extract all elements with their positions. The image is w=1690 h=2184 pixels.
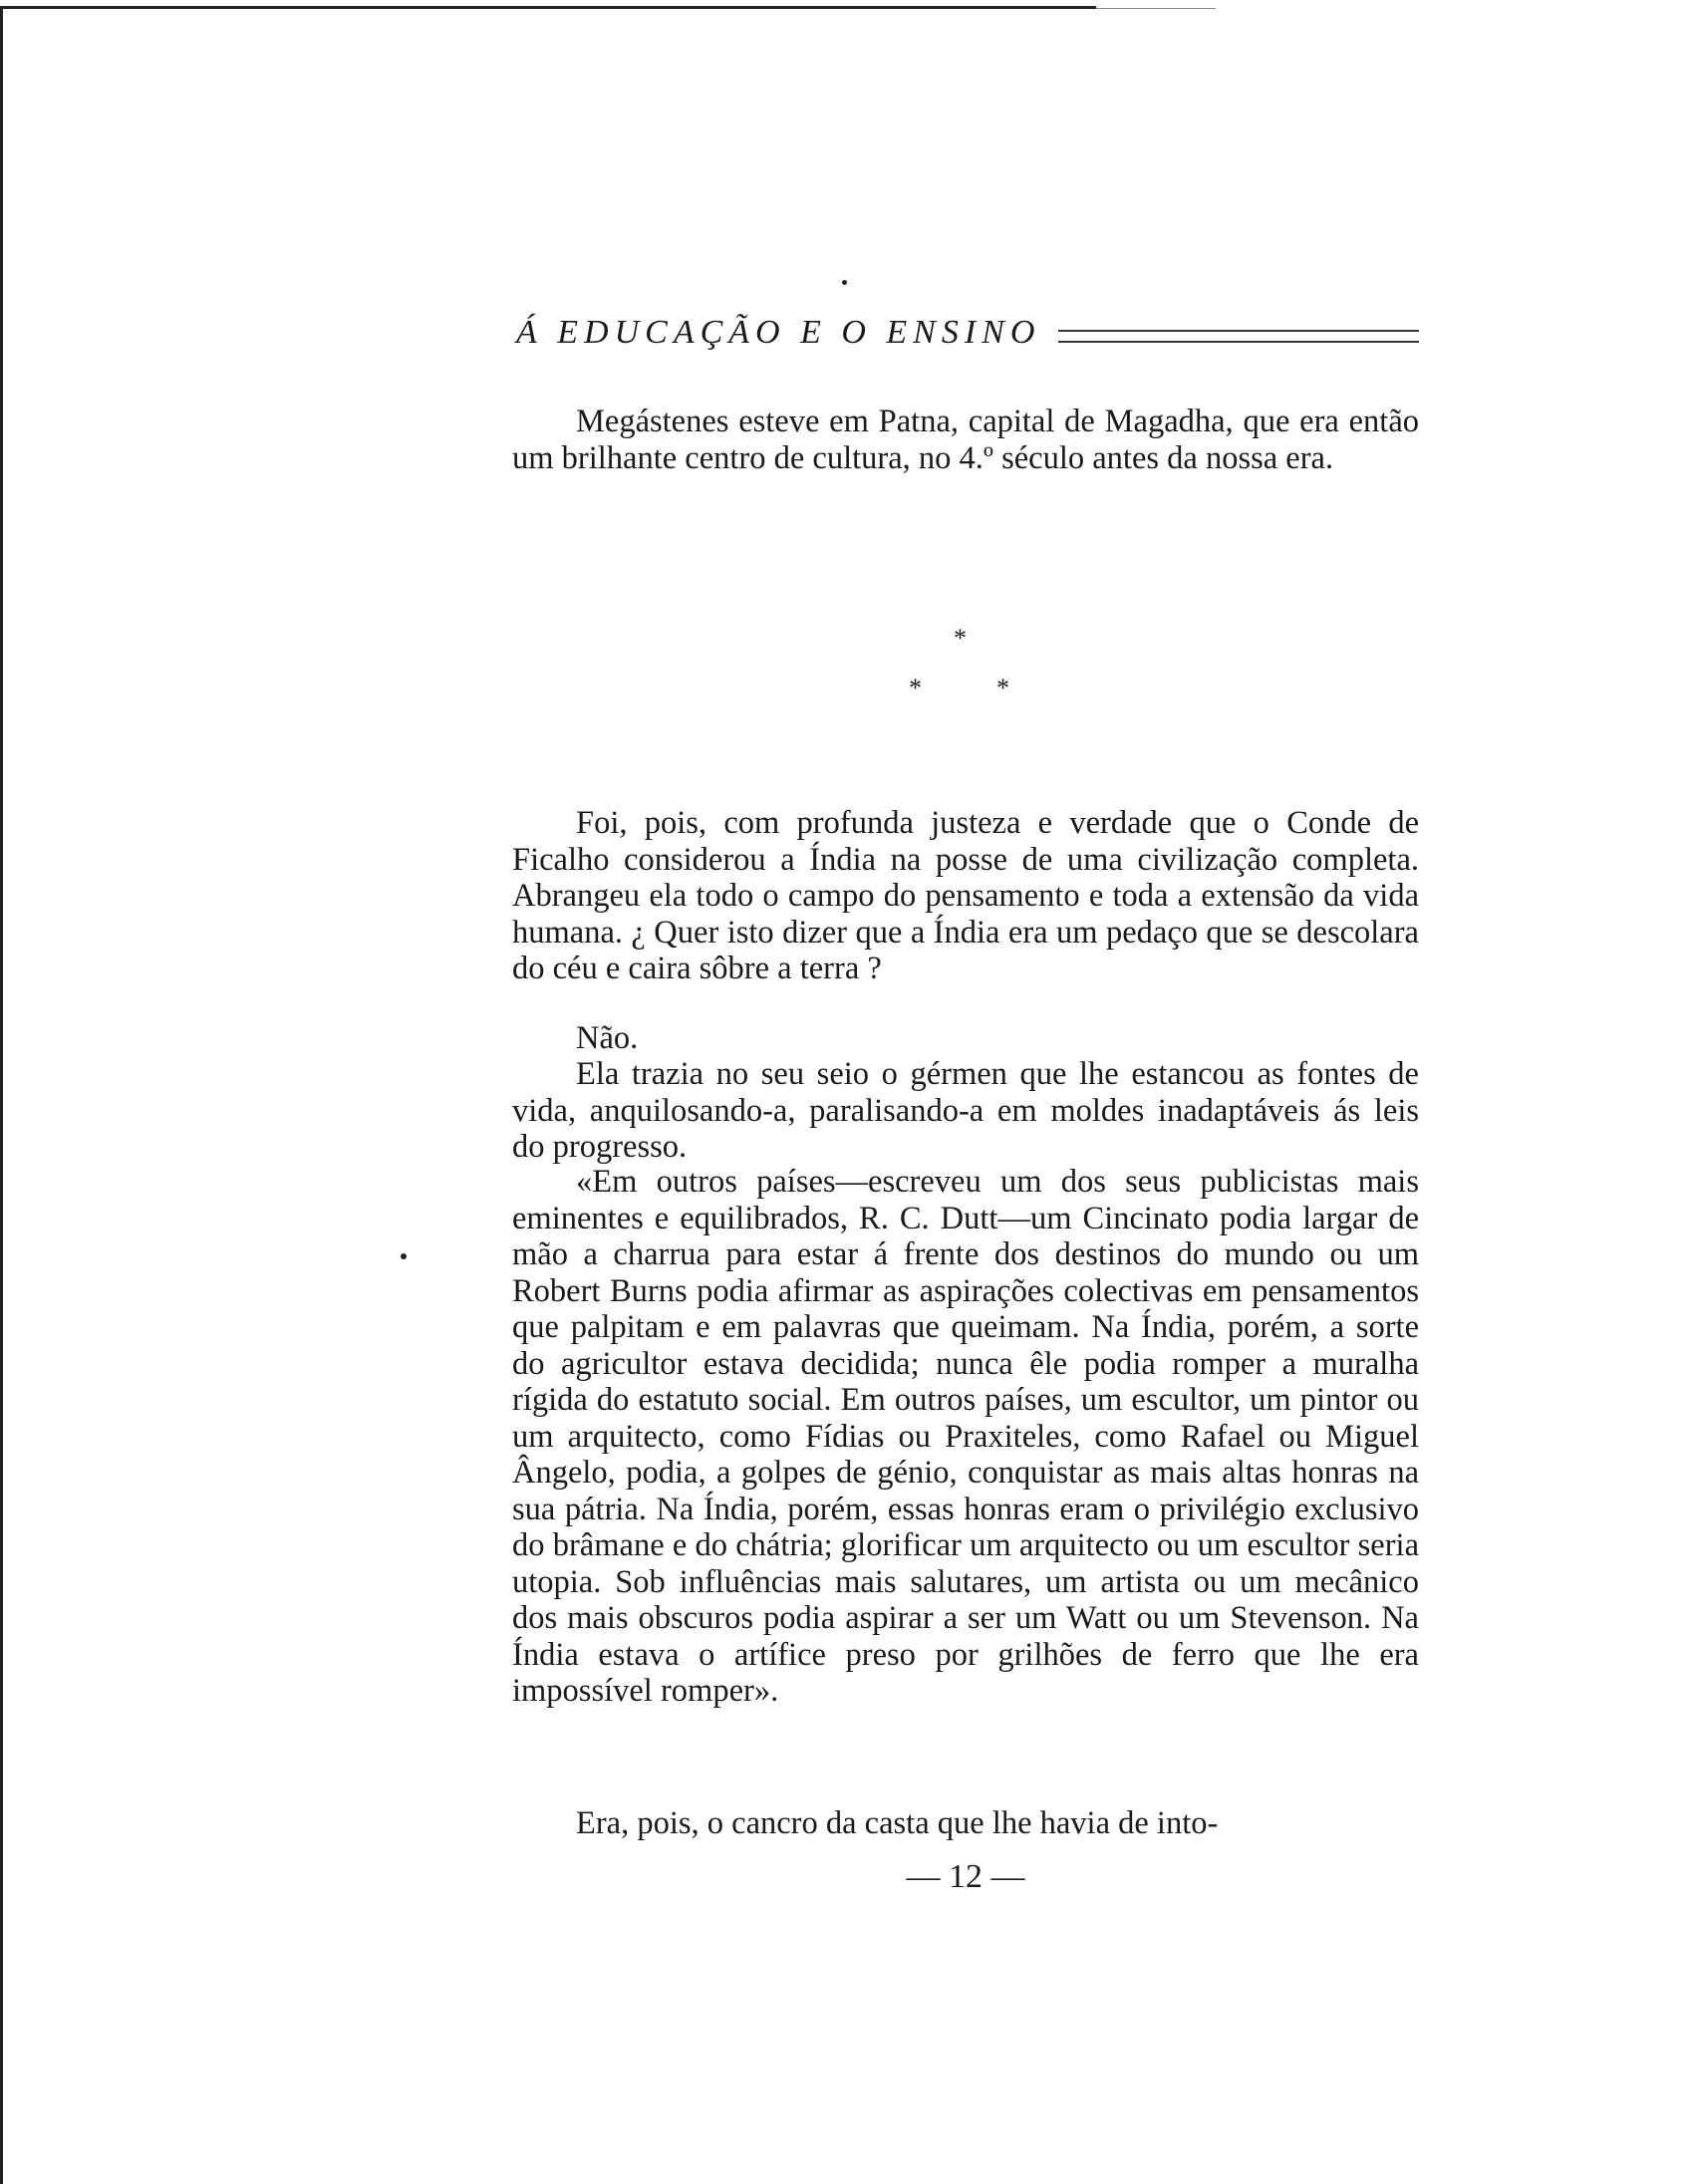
running-title: Á EDUCAÇÃO E O ENSINO (516, 314, 1041, 351)
paragraph: «Em outros países—escreveu um dos seus publicistas mais eminentes e equilibrados, R. C. Dutt—um Cincinato podia largar de mão a charrua para estar á frente dos destinos do mundo ou um Robert Burns podia afirmar as aspirações colectivas em pensamentos que palpitam e em palavras que queimam. Na Índia, porém, a sorte do agricultor estava decidida; nunca êle podia romper a muralha rígida do estatuto social. Em outros países, um escultor, um pintor ou um arquitecto, como Fídias ou Praxiteles, como Rafael ou Miguel Ângelo, podia, a golpes de génio, conquistar as mais altas honras na sua pátria. Na Índia, porém, essas honras eram o privilégio exclusivo do brâmane e do chátria; glorificar um arquitecto ou um escultor seria utopia. Sob influências mais salutares, um artista ou um mecânico dos mais obscuros podia aspirar a ser um Watt ou um Stevenson. Na Índia estava o artífice preso por grilhões de ferro que lhe era impossível romper». (512, 1164, 1419, 1709)
scan-edge-left (0, 6, 3, 2184)
separator-star: * (996, 674, 1009, 702)
paragraph: Não. (576, 1020, 639, 1056)
scan-edge-top-faint (1096, 8, 1216, 9)
paragraph: Megástenes esteve em Patna, capital de Magadha, que era então um brilhante centro de cultura, no 4.º século antes da nossa era. (512, 404, 1419, 476)
page-number: — 12 — (906, 1858, 1025, 1895)
header-rule (1058, 330, 1419, 343)
separator-star: * (954, 624, 967, 653)
paragraph: Foi, pois, com profunda justeza e verdade que o Conde de Ficalho considerou a Índia na posse de uma civilização completa. Abrangeu ela todo o campo do pensamento e toda a extensão da vida humana. ¿ Quer isto dizer que a Índia era um pedaço que se descolara do céu e caira sôbre a terra ? (512, 805, 1419, 986)
paragraph: Ela trazia no seu seio o gérmen que lhe estancou as fontes de vida, anquilosando-a, paralisando-a em moldes inadaptáveis ás leis do progresso. (512, 1056, 1419, 1165)
speck-dot (401, 1253, 407, 1259)
paragraph: Era, pois, o cancro da casta que lhe havia de into- (576, 1805, 1219, 1841)
separator-star: * (909, 674, 922, 702)
scan-edge-top (0, 6, 1096, 9)
running-head (516, 305, 1419, 361)
speck-dot (842, 280, 847, 285)
